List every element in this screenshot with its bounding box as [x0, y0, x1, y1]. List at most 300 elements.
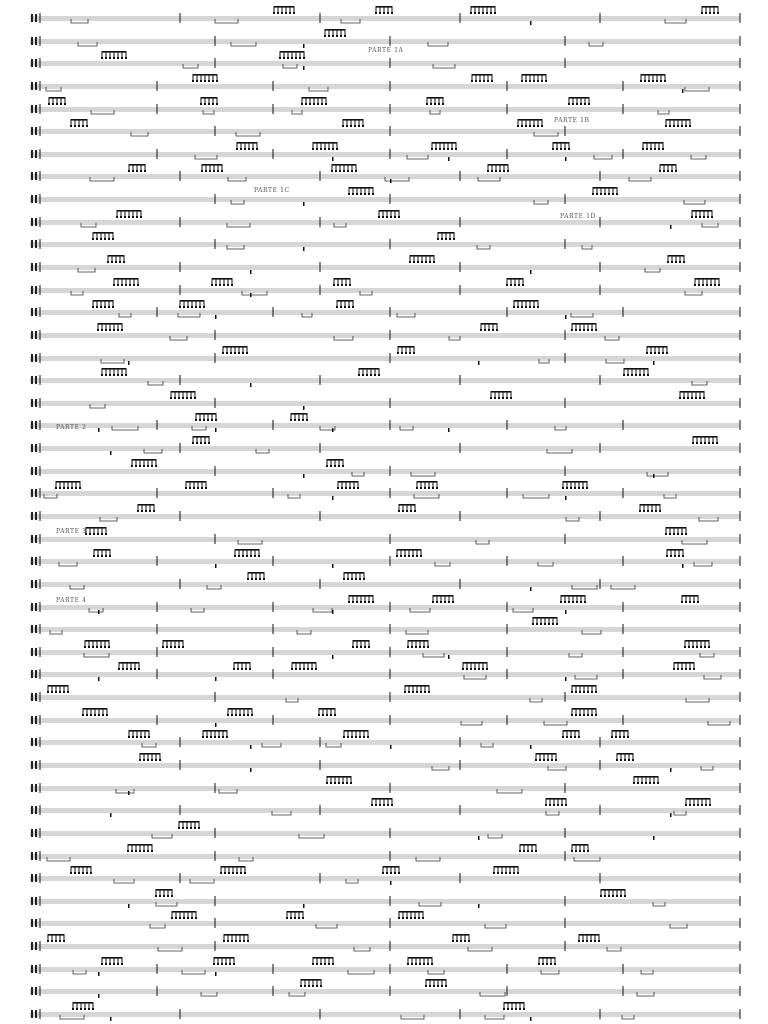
notehead	[579, 329, 581, 331]
staff	[30, 798, 740, 817]
percussion-clef-icon	[31, 59, 33, 67]
notehead	[328, 148, 330, 150]
staff	[30, 934, 740, 951]
staff-line	[30, 627, 740, 632]
notehead	[332, 148, 334, 150]
notehead	[350, 125, 352, 127]
notehead	[598, 940, 600, 942]
notehead	[309, 103, 311, 105]
notehead	[342, 782, 344, 784]
notehead	[432, 601, 434, 603]
notehead	[541, 80, 543, 82]
notehead	[217, 963, 219, 965]
notehead	[704, 646, 706, 648]
notehead	[541, 125, 543, 127]
notehead	[475, 80, 477, 82]
notehead	[208, 80, 210, 82]
staff	[30, 323, 740, 340]
staff-line	[30, 423, 740, 428]
notehead	[650, 148, 652, 150]
staff-line	[30, 84, 740, 89]
percussion-clef-icon	[35, 399, 37, 407]
notehead	[352, 646, 354, 648]
notehead	[67, 691, 69, 693]
notehead	[427, 963, 429, 965]
notehead	[525, 306, 527, 308]
beam	[647, 346, 667, 348]
staff	[30, 572, 740, 591]
notehead	[153, 510, 155, 512]
notehead	[647, 510, 649, 512]
notehead	[226, 736, 228, 738]
beam	[491, 391, 511, 393]
percussion-clef-icon	[35, 806, 37, 814]
notehead	[398, 917, 400, 919]
notehead	[499, 170, 501, 172]
notehead	[132, 216, 134, 218]
beam	[93, 300, 113, 302]
notehead	[474, 12, 476, 14]
notehead	[56, 103, 58, 105]
notehead	[586, 487, 588, 489]
notehead	[88, 646, 90, 648]
staff-line	[30, 220, 740, 225]
staff-line	[30, 514, 740, 519]
notehead	[118, 668, 120, 670]
rest	[215, 315, 217, 319]
notehead	[121, 57, 123, 59]
notehead	[213, 963, 215, 965]
notehead	[494, 397, 496, 399]
notehead	[546, 963, 548, 965]
rest	[215, 677, 217, 681]
notehead	[677, 668, 679, 670]
notehead	[570, 736, 572, 738]
notehead	[413, 352, 415, 354]
notehead	[580, 601, 582, 603]
notehead	[195, 419, 197, 421]
rest	[98, 972, 100, 976]
notehead	[212, 103, 214, 105]
notehead	[195, 917, 197, 919]
notehead	[368, 601, 370, 603]
notehead	[696, 646, 698, 648]
notehead	[444, 601, 446, 603]
notehead	[619, 736, 621, 738]
beam	[212, 278, 232, 280]
notehead	[698, 284, 700, 286]
notehead	[360, 601, 362, 603]
notehead	[410, 510, 412, 512]
notehead	[539, 759, 541, 761]
notehead	[137, 510, 139, 512]
notehead	[298, 917, 300, 919]
rest	[682, 564, 684, 568]
notehead	[437, 238, 439, 240]
notehead	[368, 193, 370, 195]
notehead	[231, 940, 233, 942]
percussion-clef-icon	[31, 1010, 33, 1018]
notehead	[211, 284, 213, 286]
notehead	[412, 691, 414, 693]
staff-line	[30, 582, 740, 587]
notehead	[251, 714, 253, 716]
notehead	[583, 714, 585, 716]
notehead	[363, 578, 365, 580]
notehead	[82, 872, 84, 874]
staff-line	[30, 16, 740, 21]
percussion-clef-icon	[31, 105, 33, 113]
rest	[98, 428, 100, 432]
notehead	[136, 216, 138, 218]
notehead	[591, 329, 593, 331]
notehead	[247, 940, 249, 942]
notehead	[108, 238, 110, 240]
notehead	[200, 442, 202, 444]
notehead	[279, 57, 281, 59]
notehead	[387, 12, 389, 14]
notehead	[175, 917, 177, 919]
staff-line	[30, 242, 740, 247]
staff	[30, 504, 740, 521]
notehead	[533, 125, 535, 127]
notehead	[652, 80, 654, 82]
notehead	[47, 691, 49, 693]
notehead	[227, 940, 229, 942]
notehead	[429, 985, 431, 987]
notehead	[681, 668, 683, 670]
notehead	[338, 782, 340, 784]
notehead	[124, 216, 126, 218]
notehead	[182, 827, 184, 829]
notehead	[220, 872, 222, 874]
notehead	[90, 872, 92, 874]
beam	[433, 595, 453, 597]
notehead	[517, 125, 519, 127]
notehead	[415, 963, 417, 965]
notehead	[568, 601, 570, 603]
notehead	[202, 736, 204, 738]
notehead	[423, 646, 425, 648]
percussion-clef-icon	[35, 218, 37, 226]
notehead	[439, 148, 441, 150]
notehead	[487, 80, 489, 82]
notehead	[346, 125, 348, 127]
beam	[129, 730, 149, 732]
notehead	[339, 170, 341, 172]
notehead	[679, 397, 681, 399]
notehead	[624, 759, 626, 761]
notehead	[97, 329, 99, 331]
notehead	[493, 872, 495, 874]
notehead	[648, 80, 650, 82]
notehead	[122, 668, 124, 670]
notehead	[667, 170, 669, 172]
notehead	[488, 329, 490, 331]
rest	[98, 994, 100, 998]
rest	[653, 836, 655, 840]
notehead	[200, 103, 202, 105]
notehead	[358, 374, 360, 376]
beam	[488, 164, 508, 166]
beam	[86, 527, 106, 529]
notehead	[677, 125, 679, 127]
staff	[30, 164, 740, 183]
notehead	[229, 963, 231, 965]
rest	[332, 564, 334, 568]
rest	[128, 361, 130, 365]
notehead	[529, 125, 531, 127]
notehead	[360, 646, 362, 648]
notehead	[82, 714, 84, 716]
notehead	[658, 148, 660, 150]
notehead	[425, 261, 427, 263]
notehead	[162, 646, 164, 648]
notehead	[336, 148, 338, 150]
notehead	[417, 261, 419, 263]
percussion-clef-icon	[31, 874, 33, 882]
notehead	[223, 284, 225, 286]
notehead	[701, 12, 703, 14]
notehead	[64, 103, 66, 105]
notehead	[562, 487, 564, 489]
notehead	[336, 35, 338, 37]
notehead	[506, 397, 508, 399]
notehead	[123, 261, 125, 263]
rest	[670, 225, 672, 229]
notehead	[531, 850, 533, 852]
notehead	[700, 646, 702, 648]
notehead	[662, 352, 664, 354]
notehead	[383, 12, 385, 14]
notehead	[564, 601, 566, 603]
notehead	[312, 963, 314, 965]
notehead	[88, 1008, 90, 1010]
notehead	[640, 80, 642, 82]
notehead	[372, 193, 374, 195]
notehead	[141, 510, 143, 512]
notehead	[245, 668, 247, 670]
notehead	[533, 80, 535, 82]
notehead	[286, 917, 288, 919]
staff	[30, 300, 740, 319]
notehead	[691, 216, 693, 218]
staff	[30, 889, 740, 908]
notehead	[551, 759, 553, 761]
notehead	[708, 646, 710, 648]
notehead	[101, 374, 103, 376]
percussion-clef-icon	[31, 738, 33, 746]
notehead	[70, 872, 72, 874]
notehead	[313, 103, 315, 105]
notehead	[502, 397, 504, 399]
beam	[674, 662, 694, 664]
percussion-clef-icon	[31, 127, 33, 135]
notehead	[588, 103, 590, 105]
notehead	[639, 374, 641, 376]
notehead	[693, 601, 695, 603]
notehead	[222, 736, 224, 738]
beam	[579, 934, 599, 936]
notehead	[685, 533, 687, 535]
percussion-clef-icon	[31, 399, 33, 407]
staff-line	[30, 763, 740, 768]
notehead	[671, 261, 673, 263]
rest	[565, 610, 567, 614]
notehead	[191, 306, 193, 308]
beam	[214, 957, 234, 959]
notehead	[306, 419, 308, 421]
notehead	[697, 804, 699, 806]
notehead	[410, 917, 412, 919]
notehead	[207, 419, 209, 421]
staff	[30, 232, 740, 251]
notehead	[215, 284, 217, 286]
rest	[448, 655, 450, 659]
notehead	[303, 57, 305, 59]
notehead	[655, 510, 657, 512]
notehead	[673, 125, 675, 127]
notehead	[699, 397, 701, 399]
notehead	[654, 148, 656, 150]
notehead	[134, 668, 136, 670]
notehead	[402, 917, 404, 919]
notehead	[484, 329, 486, 331]
notehead	[178, 397, 180, 399]
beam	[359, 368, 379, 370]
notehead	[566, 736, 568, 738]
notehead	[213, 170, 215, 172]
notehead	[422, 917, 424, 919]
notehead	[193, 487, 195, 489]
notehead	[511, 1008, 513, 1010]
notehead	[139, 465, 141, 467]
notehead	[194, 827, 196, 829]
notehead	[291, 668, 293, 670]
percussion-clef-icon	[35, 150, 37, 158]
notehead	[291, 57, 293, 59]
notehead	[611, 736, 613, 738]
notehead	[345, 284, 347, 286]
notehead	[242, 555, 244, 557]
rest	[215, 972, 217, 976]
notehead	[572, 103, 574, 105]
notehead	[364, 601, 366, 603]
notehead	[316, 963, 318, 965]
notehead	[451, 148, 453, 150]
rest	[653, 474, 655, 478]
notehead	[211, 419, 213, 421]
notehead	[398, 510, 400, 512]
notehead	[662, 148, 664, 150]
notehead	[230, 352, 232, 354]
percussion-clef-icon	[31, 467, 33, 475]
notehead	[246, 555, 248, 557]
notehead	[553, 804, 555, 806]
percussion-clef-icon	[35, 59, 37, 67]
notehead	[338, 465, 340, 467]
notehead	[343, 170, 345, 172]
notehead	[571, 850, 573, 852]
notehead	[302, 917, 304, 919]
notehead	[596, 193, 598, 195]
notehead	[387, 804, 389, 806]
percussion-clef-icon	[35, 263, 37, 271]
notehead	[364, 193, 366, 195]
notehead	[703, 216, 705, 218]
notehead	[548, 623, 550, 625]
staff-line	[30, 854, 740, 859]
notehead	[600, 193, 602, 195]
notehead	[702, 284, 704, 286]
notehead	[436, 487, 438, 489]
notehead	[590, 940, 592, 942]
notehead	[523, 850, 525, 852]
notehead	[527, 850, 529, 852]
notehead	[337, 487, 339, 489]
beam	[93, 232, 113, 234]
notehead	[143, 850, 145, 852]
notehead	[517, 306, 519, 308]
notehead	[246, 352, 248, 354]
notehead	[287, 57, 289, 59]
notehead	[163, 895, 165, 897]
percussion-clef-icon	[35, 919, 37, 927]
staff-line	[30, 559, 740, 564]
staff-line	[30, 378, 740, 383]
percussion-clef-icon	[31, 942, 33, 950]
notehead	[320, 985, 322, 987]
notehead	[326, 714, 328, 716]
beam	[274, 6, 294, 8]
notehead	[540, 623, 542, 625]
notehead	[561, 804, 563, 806]
notehead	[130, 668, 132, 670]
percussion-clef-icon	[35, 444, 37, 452]
notehead	[76, 1008, 78, 1010]
notehead	[420, 487, 422, 489]
notehead	[331, 170, 333, 172]
notehead	[656, 80, 658, 82]
notehead	[147, 850, 149, 852]
notehead	[72, 1008, 74, 1010]
notehead	[464, 940, 466, 942]
notehead	[159, 895, 161, 897]
notehead	[419, 646, 421, 648]
staff-line	[30, 491, 740, 496]
notehead	[190, 827, 192, 829]
percussion-clef-icon	[31, 648, 33, 656]
notehead	[238, 352, 240, 354]
notehead	[55, 691, 57, 693]
notehead	[86, 125, 88, 127]
staff	[30, 549, 740, 568]
staff	[30, 187, 740, 206]
notehead	[712, 442, 714, 444]
notehead	[131, 465, 133, 467]
beam	[313, 957, 333, 959]
notehead	[96, 238, 98, 240]
beam	[338, 481, 358, 483]
percussion-clef-icon	[35, 897, 37, 905]
notehead	[608, 895, 610, 897]
notehead	[125, 57, 127, 59]
beam	[417, 481, 437, 483]
notehead	[623, 736, 625, 738]
beam	[640, 504, 660, 506]
staff	[30, 97, 740, 114]
beam	[140, 753, 160, 755]
